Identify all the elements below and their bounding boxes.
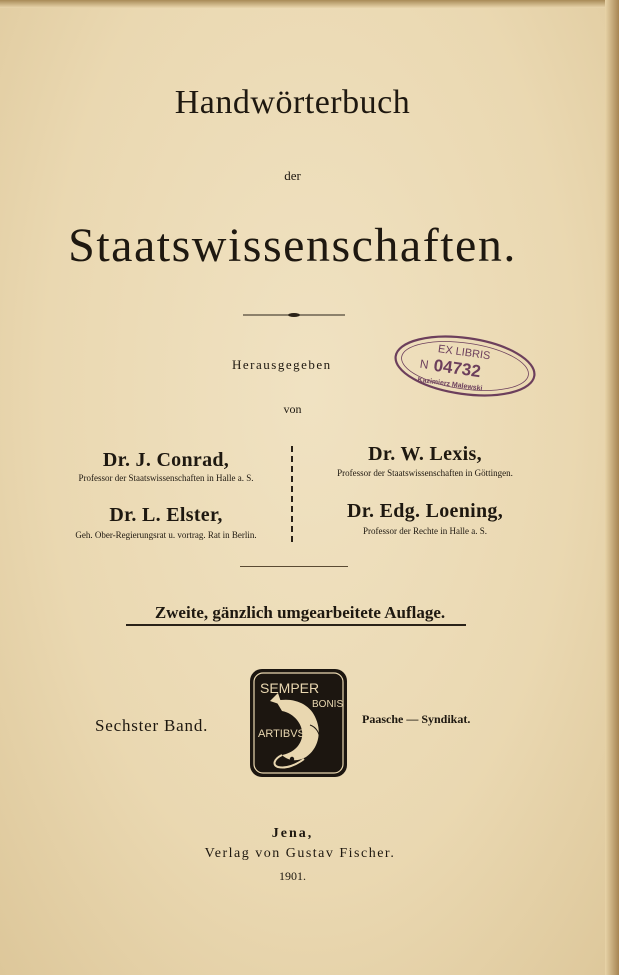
publisher-name: Verlag von Gustav Fischer.: [204, 846, 396, 861]
edited-by-label: Herausgegeben: [232, 357, 332, 372]
editor-column-divider: [291, 446, 293, 542]
editor-name: Dr. L. Elster,: [109, 504, 223, 526]
emblem-word-semper: SEMPER: [260, 680, 320, 696]
stamp-n: N: [418, 356, 430, 372]
publisher-city: Jena,: [271, 826, 314, 841]
editor-affiliation: Professor der Staatswissenschaften in Göttingen.: [337, 468, 513, 478]
editor-affiliation: Professor der Staatswissenschaften in Halle a. S.: [78, 473, 254, 483]
publication-year: 1901.: [279, 869, 306, 883]
edition-underline: [126, 624, 466, 626]
stamp-number: 04732: [432, 355, 482, 382]
book-title-line-3: Staatswissenschaften.: [68, 219, 517, 272]
von-label: von: [283, 402, 302, 416]
page-edge-right: [605, 0, 619, 975]
ornament-rule: [243, 312, 345, 318]
printers-mark-emblem: [248, 667, 349, 779]
emblem-word-artibus: ARTIBVS: [258, 728, 305, 740]
book-title-line-1: Handwörterbuch: [174, 84, 411, 121]
volume-label: Sechster Band.: [95, 716, 209, 735]
editor-name: Dr. Edg. Loening,: [346, 500, 504, 522]
page-edge-top: [0, 0, 619, 8]
editor-name: Dr. W. Lexis,: [368, 443, 482, 465]
emblem-word-bonis: BONIS: [312, 699, 344, 710]
stamp-owner: Kazimierz Malewski: [417, 376, 483, 393]
editor-affiliation: Professor der Rechte in Halle a. S.: [363, 526, 487, 536]
book-title-line-2: der: [284, 168, 301, 183]
edition-statement: Zweite, gänzlich umgearbeitete Auflage.: [154, 603, 446, 622]
stamp-ex-libris: EX LIBRIS: [437, 343, 491, 363]
editor-affiliation: Geh. Ober-Regierungsrat u. vortrag. Rat in Berlin.: [75, 530, 257, 540]
editor-name: Dr. J. Conrad,: [102, 449, 230, 471]
ex-libris-stamp: [390, 330, 540, 402]
volume-range: Paasche — Syndikat.: [362, 712, 471, 726]
section-divider: [240, 566, 348, 567]
